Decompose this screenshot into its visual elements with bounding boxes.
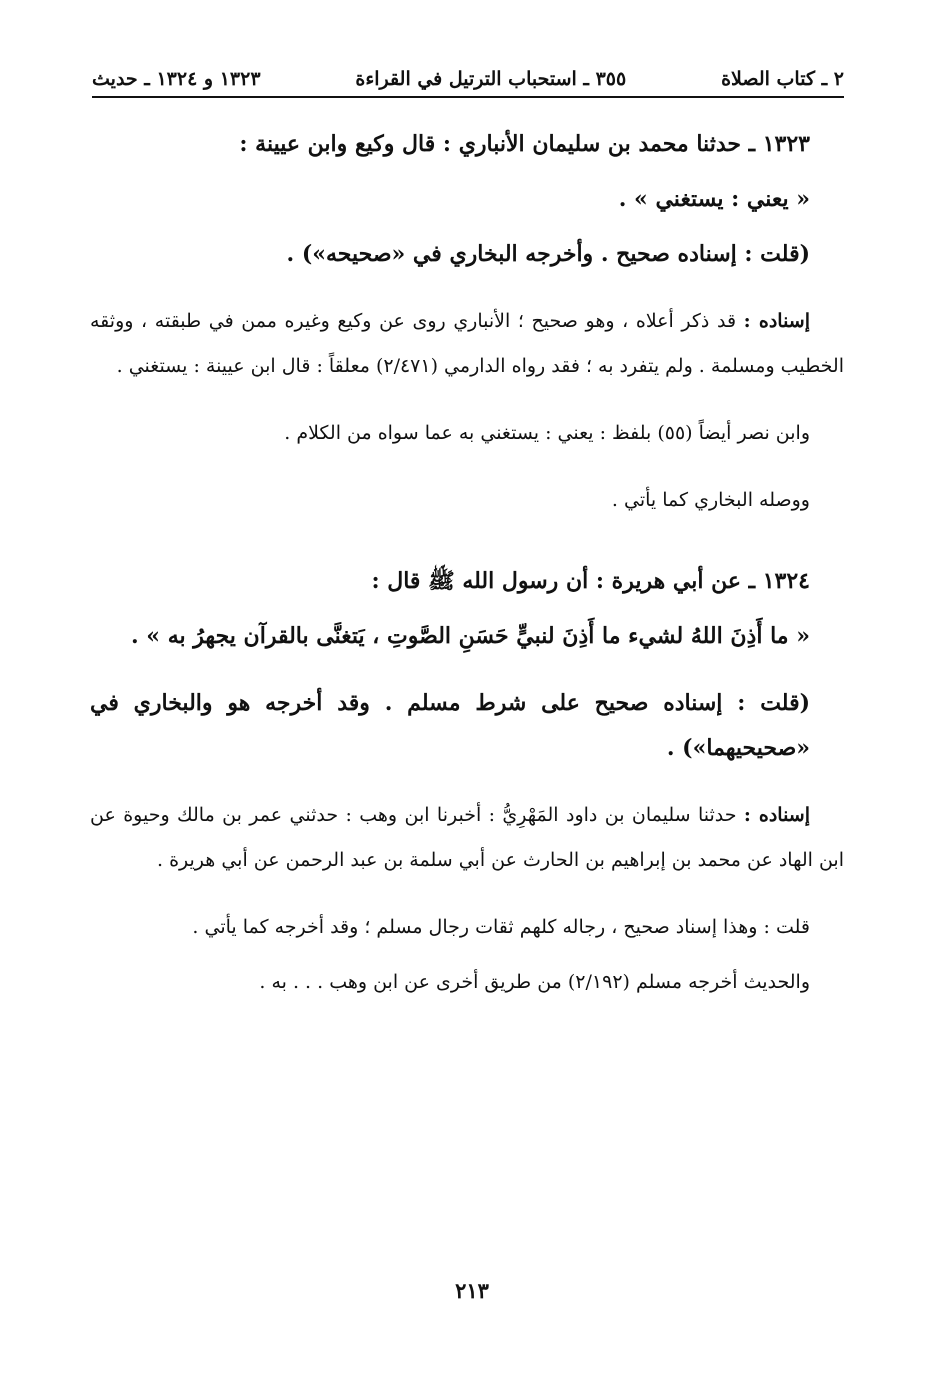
page-number: ٢١٣ — [455, 1278, 489, 1303]
hadith-1324-isnad — [90, 793, 844, 883]
isnad-text: حدثنا سليمان بن داود المَهْرِيُّ : أخبرنا ابن وهب : حدثني عمر بن مالك وحيوة عن ابن الهاد عن محمد بن إبراهيم بن الحارث عن أبي سلمة بن عبد الرحمن عن أبي هريرة . — [90, 804, 844, 871]
hadith-1323-note-bukhari: ووصله البخاري كما يأتي . — [611, 489, 810, 511]
page-body — [90, 122, 844, 1005]
header-chapter-title: ٣٥٥ ـ استحباب الترتيل في القراءة — [355, 68, 627, 90]
hadith-1324-note-muslim: والحديث أخرجه مسلم (٢/١٩٢) من طريق أخرى عن ابن وهب . . . به . — [259, 971, 810, 993]
hadith-1323-note-ibn-nasr: وابن نصر أيضاً (٥٥) بلفظ : يعني : يستغني به عما سواه من الكلام . — [284, 422, 810, 444]
hadith-1324-title: ١٣٢٤ ـ عن أبي هريرة : أن رسول الله ﷺ قال : — [371, 568, 810, 594]
hadith-1324-matn: « ما أَذِنَ اللهُ لشيء ما أَذِنَ لنبيٍّ حَسَنِ الصَّوتِ ، يَتغنَّى بالقرآن يجهرُ به » . — [130, 623, 810, 649]
hadith-1324-note-grading: قلت : وهذا إسناد صحيح ، رجاله كلهم ثقات رجال مسلم ؛ وقد أخرجه كما يأتي . — [192, 916, 810, 938]
header-hadith-range: ١٣٢٣ و ١٣٢٤ ـ حديث — [92, 68, 261, 90]
hadith-1323-grading: (قلت : إسناده صحيح . وأخرجه البخاري في «صحيحه») . — [286, 241, 810, 267]
isnad-text: قد ذكر أعلاه ، وهو صحيح ؛ الأنباري روى عن وكيع وغيره ممن في طبقته ، ووثقه الخطيب ومسلمة . ولم يتفرد به ؛ فقد رواه الدارمي (٢/٤٧١) معلقاً : قال ابن عيينة : يستغني . — [90, 310, 844, 377]
hadith-1323-matn: « يعني : يستغني » . — [618, 186, 810, 212]
hadith-1323-isnad — [90, 299, 844, 389]
isnad-label: إسناده : — [743, 804, 811, 826]
running-header — [92, 62, 844, 98]
hadith-1324-grading: (قلت : إسناده صحيح على شرط مسلم . وقد أخرجه هو والبخاري في «صحيحيهما») . — [90, 690, 810, 761]
hadith-1323-title: ١٣٢٣ ـ حدثنا محمد بن سليمان الأنباري : قال وكيع وابن عيينة : — [239, 131, 810, 157]
header-book-title: ٢ ـ كتاب الصلاة — [721, 68, 844, 90]
isnad-label: إسناده : — [743, 310, 811, 332]
